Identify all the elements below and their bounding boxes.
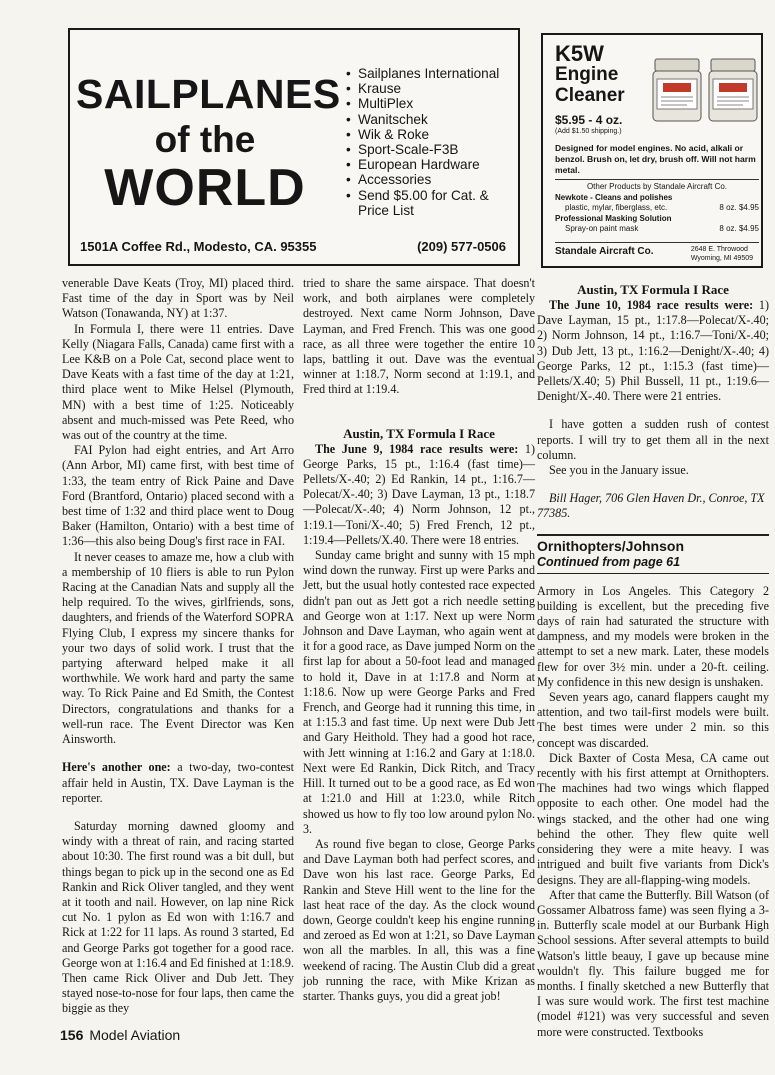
k5w-shipping: (Add $1.50 shipping.) (555, 128, 622, 135)
section-heading: Austin, TX Formula I Race (577, 282, 729, 297)
paragraph: It never ceases to amaze me, how a club with a membership of 10 fliers is able to run Pylon Racing at the Canadian Nats and supply all the help required. To the wives, girlfriends, sons, daughters, and friends of the Waterford SOPRA Flying Club, I express my sincere thanks for your two days of solid work. I trust that the partying afterward helped make it all worthwhile. We work hard and party the same way. To Rick Paine and Ed Smith, the Contest Directors, congratulations and thanks for a well-run race. The Event Director was Ken Ainsworth. (62, 549, 294, 747)
product-item: • European Hardware (344, 157, 508, 172)
race-results (303, 442, 535, 548)
other-products (555, 179, 759, 235)
k5w-description: Designed for model engines. No acid, alkali or benzol. Brush on, let dry, brush off. Will not harm metal. (555, 143, 756, 175)
article-column-3 (537, 276, 769, 1040)
product-item: • Krause (344, 81, 508, 96)
k5w-address-line-1: 2648 E. Throwood (690, 246, 748, 253)
section-heading: Austin, TX Formula I Race (343, 425, 495, 441)
paragraph: Seven years ago, canard flappers caught my attention, and two tail-first models were built. The best times were under 2 min. so this concept was discarded. (537, 690, 769, 750)
product-jars-image (651, 57, 759, 123)
sailplanes-product-list (344, 66, 508, 218)
product-item: • Wik & Roke (344, 127, 508, 142)
product-1-name: Newkote - Cleans and polishes (555, 192, 673, 202)
k5w-title-line-1: K5W (555, 41, 604, 66)
race-results (537, 298, 769, 404)
article-column-1 (62, 276, 294, 1017)
article-column-2 (303, 276, 535, 1004)
paragraph: Armory in Los Angeles. This Category 2 building is excellent, but the preceding five days of rain had saturated the structure with dampness, and my models were broken in the attempt to set a new mark. Later, these models flew for over 3½ min. under a 20-ft. ceiling. My confidence in this new design is unshaken. (537, 583, 769, 689)
continued-from-note: Continued from page 61 (537, 554, 769, 574)
k5w-address-line-2: Wyoming, MI 49509 (690, 255, 753, 262)
k5w-title-line-3: Cleaner (555, 85, 625, 106)
product-1-desc: plastic, mylar, fiberglass, etc. (565, 203, 668, 213)
k5w-title (555, 43, 625, 106)
brand-line-2: of the (154, 119, 256, 160)
paragraph: Saturday morning dawned gloomy and windy with a threat of rain, and racing started about 10:30. The first round was a bit dull, but things began to pick up in the second one as Ed Rankin and Rick Oliver tangled, and they went at it tooth and nail. However, on lap nine Rick cut No. 1 pylon as Ed won with 1:16.7 and Rick at 1:22 for 11 laps. As round 3 started, Ed and George Parks got together for a good race. George won at 1:16.4 and Ed finished at 1:18.9. Then came Rick Oliver and Dub Jett. They stayed nose-to-nose for four laps, then came the biggie as they (62, 818, 294, 1016)
paragraph-text: a two-day, two-contest affair held in Austin, TX. Dave Layman is the reporter. (62, 760, 294, 805)
magazine-name: Model Aviation (89, 1027, 181, 1043)
product-1-price: 8 oz. $4.95 (719, 203, 759, 213)
product-item: • Sport-Scale-F3B (344, 142, 508, 157)
sailplanes-ad (68, 28, 520, 266)
paragraph: I have gotten a sudden rush of contest reports. I will try to get them all in the next column. (537, 417, 769, 462)
ornithopters-section-title: Ornithopters/Johnson (537, 534, 769, 554)
paragraph: See you in the January issue. (549, 463, 689, 478)
sailplanes-address: 1501A Coffee Rd., Modesto, CA. 95355 (80, 239, 317, 254)
results-lead: The June 9, 1984 race results were: (315, 441, 519, 456)
results-text: 1) George Parks, 15 pt., 1:16.4 (fast time)—Pellets/X-.40; 2) Ed Rankin, 14 pt., 1:16.7—Polecat/X-.40; 3) Dave Layman, 13 pt., 1:18.7—Polecat/X-.40; 4) Norm Johnson, 12 pt., 1:19.1—Toni/X-.40; 5) Fred French, 12 pt., 1:19.4—Pellets/X.40. There were 18 entries. (303, 441, 535, 547)
page-number: 156 (60, 1027, 84, 1043)
product-2-desc: Spray-on paint mask (565, 224, 639, 234)
sailplanes-phone: (209) 577-0506 (417, 239, 506, 254)
product-item: • Wanitschek (344, 112, 508, 127)
results-lead: The June 10, 1984 race results were: (549, 298, 754, 312)
paragraph: venerable Dave Keats (Troy, MI) placed third. Fast time of the day in Sport was by Neil Watson (Tonawanda, NY) at 1:37. (62, 276, 294, 321)
k5w-title-line-2: Engine (555, 64, 619, 85)
brand-line-1: SAILPLANES (76, 71, 341, 117)
paragraph: Dick Baxter of Costa Mesa, CA came out recently with his first attempt at Ornithopters. The machines had two wings which flapped opposite to each other. One model had the wings stacked, and the other had one wing behind the other. They flew quite well considering they were a mite heavy. I was intrigued and built five variants from Dick's designs. They are all-flapping-wing models. (537, 750, 769, 887)
product-1-row (555, 203, 759, 214)
k5w-company: Standale Aircraft Co. (555, 242, 759, 257)
paragraph (62, 760, 294, 806)
product-item: • Send $5.00 for Cat. & Price List (344, 188, 508, 218)
product-2-row (555, 224, 759, 235)
k5w-company-address (691, 242, 753, 263)
paragraph: FAI Pylon had eight entries, and Art Arro (Ann Arbor, MI) came first, with best time of 1:33, the team entry of Rick Paine and Dave Ford (Brantford, Ontario) placed second with a best time of 1:32 and third place went to Doug Baker (Hamilton, Ontario) with a best time of 1:36—this also being Doug's first race in FAI. (62, 443, 294, 549)
product-item: • Accessories (344, 172, 508, 187)
results-text: 1) Dave Layman, 15 pt., 1:17.8—Polecat/X-.40; 2) Norm Johnson, 14 pt., 1:16.7—Toni/X-.40; 3) Dub Jett, 13 pt., 1:16.2—Denight/X-.40; 4) George Parks, 12 pt., 1:15.3 (fast time)—Pellets/X.40; 5) Phil Bussell, 11 pt., 1:19.6—Denight/X-.40. There were 21 entries. (537, 298, 769, 404)
author-signature: Bill Hager, 706 Glen Haven Dr., Conroe, TX 77385. (537, 491, 765, 521)
sailplanes-brand (76, 71, 341, 217)
lead-in: Here's another one: (62, 760, 171, 775)
other-products-header: Other Products by Standale Aircraft Co. (586, 182, 728, 191)
brand-line-3: WORLD (104, 159, 306, 217)
paragraph: Sunday came bright and sunny with 15 mph wind down the runway. First up were Parks and Jett, but the usual hotly contested race expected didn't pan out as Jett got a rich needle setting and George won at 1:17. Next up were Norm Johnson and Dave Layman, who again went at it for a good race, as Dave jumped Norm on the first lap for about a 50-foot lead and managed to hold it, Dave in at 1:17.8 and Norm at 1:18.6. Now up were George Parks and Fred French, and George had it running this time, in at 1:15.3 and fast time. Up next were Dub Jett and Gary Heithold. They had a good hot race, with Jett winning at 1:16.2 and Gary at 1:18.0. Next were Ed Rankin, Dick Ritch, and Tracy Hill. It turned out to be a good race, as Ed won at 1:21.0 and Hill at 1:23.0, while Ritch showed us how to fly too low around pylon No. 3. (303, 548, 535, 836)
k5w-price: $5.95 - 4 oz. (555, 113, 623, 127)
product-2-price: 8 oz. $4.95 (719, 224, 759, 234)
paragraph: In Formula I, there were 11 entries. Dave Kelly (Niagara Falls, Canada) came first with a Lee K&B on a Pole Cat, second place went to Dave Keats with a fast time of the day at 1:21, third place went to Mike Helsel (Plymouth, MN) with a best time of 1:25. Noticeably absent and much-missed was Pete Reed, who was out of the country at the time. (62, 321, 294, 443)
product-2-name: Professional Masking Solution (555, 213, 672, 223)
paragraph: tried to share the same airspace. That doesn't work, and both airplanes were completely destroyed. Next came Norm Johnson, Dave Layman, and Fred French. This was one good race, as all three were together the entire 10 laps, battling it out. Dave was the eventual winner at 1:18.7, Norm second at 1:19.1, and Fred third at 1:19.4. (303, 276, 535, 397)
paragraph: After that came the Butterfly. Bill Watson (of Gossamer Albatross fame) was seen flying a 3-in. Butterfly scale model at our Burbank High School sessions. After several attempts to build Watson's little beauy, I gave up because mine wouldn't fly. This failure bugged me for months. I finally sketched a new Butterfly that I was sure would work. The first test machine (model #121) was very successful and seven more were constructed. Textbooks (537, 887, 769, 1039)
product-item: • Sailplanes International (344, 66, 508, 81)
product-item: • MultiPlex (344, 96, 508, 111)
paragraph: As round five began to close, George Parks and Dave Layman both had perfect scores, and Dave won his last race. George Parks, Ed Rankin and Steve Hill went to the line for the last heat race of the day. As the clock wound down, George couldn't keep his engine running and zeroed as Ed won at 1:21, so Dave Layman won all the marbles. In all, this was a fine weekend of racing. The Austin Club did a great job running the race, with Mike Krizan as starter. Thanks guys, you did a great job! (303, 836, 535, 1003)
k5w-ad (541, 33, 763, 268)
page-footer (60, 1027, 180, 1043)
